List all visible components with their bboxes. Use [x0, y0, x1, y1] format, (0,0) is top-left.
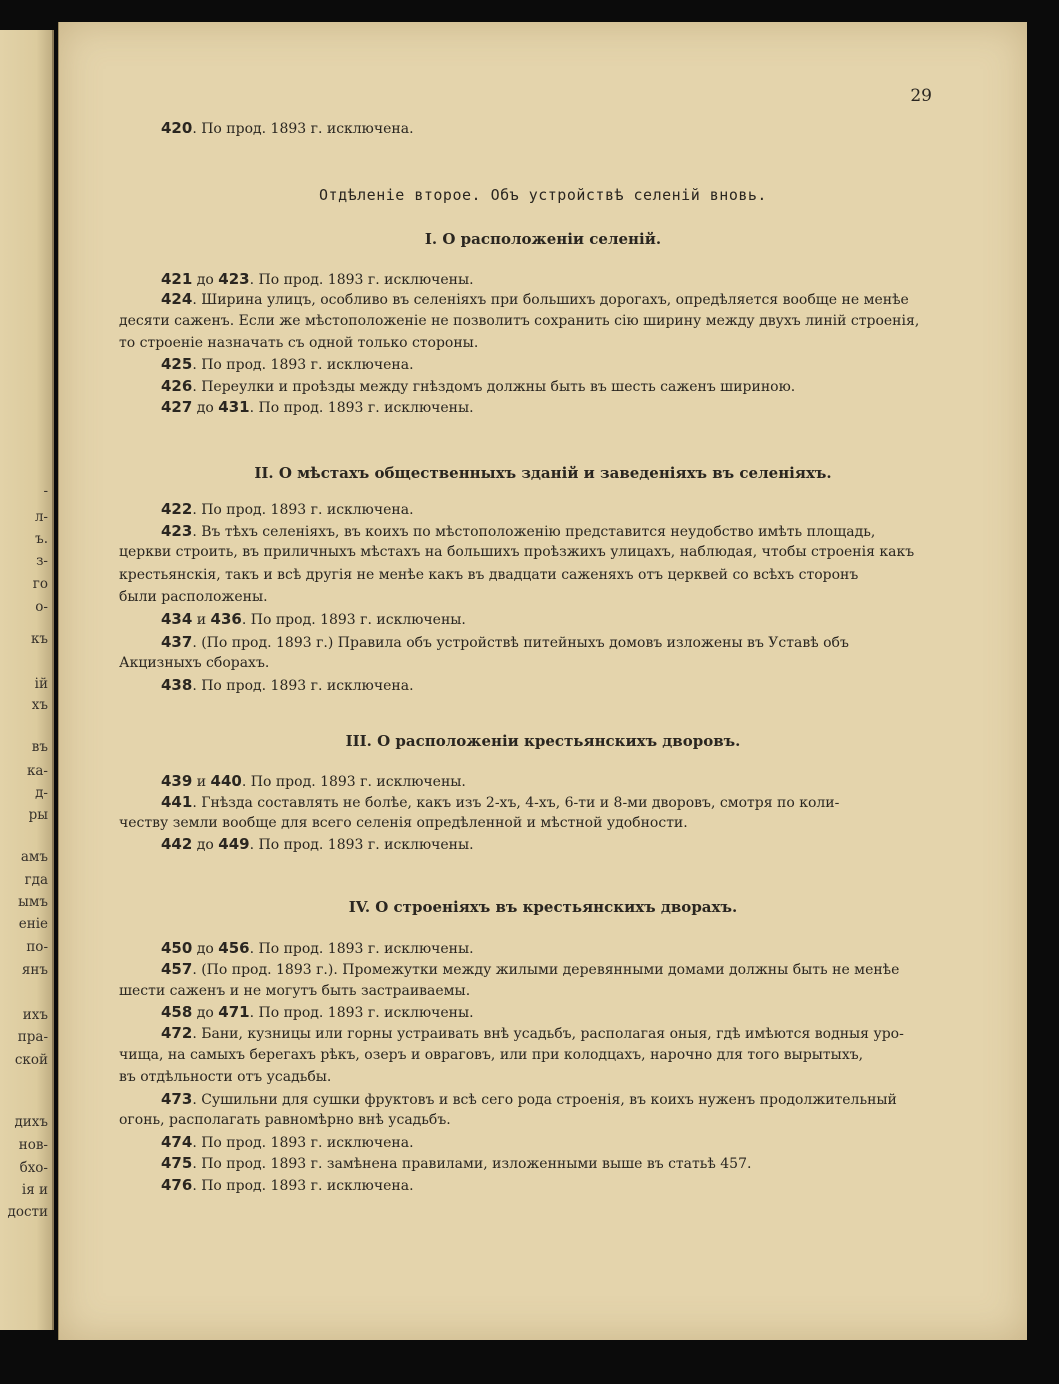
- article-text-line: Акцизныхъ сборахъ.: [119, 655, 270, 671]
- article-text: . По прод. 1893 г. исключена.: [192, 121, 414, 137]
- article-number: 427: [161, 398, 193, 416]
- article-number: 475: [161, 1154, 193, 1172]
- article-number: 436: [210, 610, 242, 628]
- article-text: . (По прод. 1893 г.) Правила объ устройствѣ питейныхъ домовъ изложены въ Уставѣ объ: [192, 635, 849, 651]
- article-text: . По прод. 1893 г. исключены.: [249, 837, 474, 853]
- article-437: [161, 633, 849, 651]
- article-number: 457: [161, 960, 193, 978]
- article-text: . По прод. 1893 г. исключена.: [192, 1178, 414, 1194]
- left-fragment: л-: [34, 509, 48, 525]
- article-text: . По прод. 1893 г. исключены.: [241, 774, 466, 790]
- section-title-1: I. О расположеніи селеній.: [424, 230, 662, 248]
- left-fragment: д-: [35, 785, 48, 801]
- left-fragment: еніе: [18, 916, 48, 932]
- article-442-449: [161, 835, 474, 853]
- left-fragment: ка-: [26, 763, 48, 779]
- article-text-line: шести саженъ и не могутъ быть застраиваемы.: [119, 983, 471, 999]
- article-427-431: [161, 398, 474, 416]
- section-title-4: IV. О строеніяхъ въ крестьянскихъ дворахъ.: [348, 898, 738, 916]
- article-number: 458: [161, 1003, 193, 1021]
- article-text: . По прод. 1893 г. исключены.: [249, 272, 474, 288]
- left-fragment: дихъ: [14, 1114, 48, 1130]
- left-fragment: го: [32, 576, 48, 592]
- article-420: [161, 119, 414, 137]
- article-475: [161, 1154, 751, 1172]
- left-fragment: ихъ: [22, 1007, 48, 1023]
- article-457: [161, 960, 899, 978]
- article-text-line: крестьянскія, такъ и всѣ другія не менѣе какъ въ двадцати саженяхъ отъ церквей со всѣхъ сторонъ: [119, 567, 859, 583]
- left-fragment: ской: [14, 1052, 48, 1068]
- article-text: . Сушильни для сушки фруктовъ и всѣ сего рода строенія, въ коихъ нуженъ продолжительный: [192, 1092, 897, 1108]
- article-text: . Въ тѣхъ селеніяхъ, въ коихъ по мѣстоположенію представится неудобство имѣть площадь,: [192, 524, 876, 540]
- article-472: [161, 1024, 904, 1042]
- article-438: [161, 676, 414, 694]
- article-number: 438: [161, 676, 193, 694]
- article-text: . По прод. 1893 г. исключены.: [249, 941, 474, 957]
- article-number: 424: [161, 290, 193, 308]
- left-fragment: о-: [35, 599, 48, 615]
- article-424: [161, 290, 909, 308]
- article-number: 420: [161, 119, 193, 137]
- left-fragment: ъ.: [35, 531, 48, 547]
- article-number: 426: [161, 377, 193, 395]
- left-fragment: бхо-: [19, 1160, 48, 1176]
- document-page: [58, 22, 1027, 1340]
- left-fragment: по-: [26, 939, 48, 955]
- article-458-471: [161, 1003, 474, 1021]
- article-text: до: [192, 941, 219, 957]
- division-subtitle: Отдѣленіе второе. Объ устройствѣ селеній вновь.: [319, 186, 767, 204]
- article-text: . По прод. 1893 г. исключена.: [192, 357, 414, 373]
- article-text: . По прод. 1893 г. исключена.: [192, 678, 414, 694]
- article-number: 423: [161, 522, 193, 540]
- section-title-2: II. О мѣстахъ общественныхъ зданій и заведеніяхъ въ селеніяхъ.: [254, 464, 832, 482]
- article-text: до: [192, 400, 219, 416]
- left-fragment: пра-: [17, 1029, 48, 1045]
- left-fragment: -: [43, 483, 48, 499]
- article-number: 474: [161, 1133, 193, 1151]
- article-number: 425: [161, 355, 193, 373]
- article-text: . По прод. 1893 г. исключены.: [249, 1005, 474, 1021]
- article-number: 434: [161, 610, 193, 628]
- article-number: 476: [161, 1176, 193, 1194]
- article-text: до: [192, 272, 219, 288]
- article-text: . Бани, кузницы или горны устраивать внѣ усадьбъ, располагая оныя, гдѣ имѣются водныя уро-: [192, 1026, 904, 1042]
- article-421-423: [161, 270, 474, 288]
- article-text-line: въ отдѣльности отъ усадьбы.: [119, 1069, 332, 1085]
- article-number: 431: [218, 398, 250, 416]
- article-number: 472: [161, 1024, 193, 1042]
- left-fragment: ымъ: [18, 894, 48, 910]
- article-text: и: [192, 774, 211, 790]
- article-number: 423: [218, 270, 250, 288]
- left-fragment: дости: [7, 1204, 48, 1220]
- page-number: 29: [910, 86, 932, 106]
- left-page-fragment: [0, 30, 54, 1330]
- article-426: [161, 377, 795, 395]
- article-text-line: десяти саженъ. Если же мѣстоположеніе не позволитъ сохранить сію ширину между двухъ линій строенія,: [119, 313, 920, 329]
- left-fragment: въ: [31, 739, 48, 755]
- article-text: . По прод. 1893 г. исключены.: [249, 400, 474, 416]
- article-text-line: были расположены.: [119, 589, 268, 605]
- article-text: . Гнѣзда составлять не болѣе, какъ изъ 2-хъ, 4-хъ, 6-ти и 8-ми дворовъ, смотря по коли-: [192, 795, 840, 811]
- section-title-3: III. О расположеніи крестьянскихъ дворовъ.: [345, 732, 741, 750]
- article-423: [161, 522, 875, 540]
- left-fragment: хъ: [31, 697, 48, 713]
- left-fragment: нов-: [18, 1137, 48, 1153]
- left-fragment: ія и: [21, 1182, 48, 1198]
- article-text-line: церкви строить, въ приличныхъ мѣстахъ на большихъ проѣзжихъ улицахъ, наблюдая, чтобы строенія какъ: [119, 544, 915, 560]
- article-number: 421: [161, 270, 193, 288]
- article-text: до: [192, 1005, 219, 1021]
- article-text: . Ширина улицъ, особливо въ селеніяхъ при большихъ дорогахъ, опредѣляется вообще не менѣе: [192, 292, 909, 308]
- article-473: [161, 1090, 897, 1108]
- article-474: [161, 1133, 414, 1151]
- article-number: 440: [210, 772, 242, 790]
- article-text: . По прод. 1893 г. исключена.: [192, 1135, 414, 1151]
- article-text: . По прод. 1893 г. исключены.: [241, 612, 466, 628]
- article-number: 441: [161, 793, 193, 811]
- article-number: 422: [161, 500, 193, 518]
- article-number: 471: [218, 1003, 250, 1021]
- left-fragment: янъ: [21, 962, 48, 978]
- article-text: . Переулки и проѣзды между гнѣздомъ должны быть въ шесть саженъ шириною.: [192, 379, 796, 395]
- left-fragment: гда: [24, 872, 48, 888]
- article-476: [161, 1176, 414, 1194]
- article-439-440: [161, 772, 466, 790]
- article-text-line: огонь, располагать равномѣрно внѣ усадьбъ.: [119, 1112, 451, 1128]
- article-434-436: [161, 610, 466, 628]
- left-fragment: къ: [30, 631, 48, 647]
- article-number: 456: [218, 939, 250, 957]
- left-fragment: з-: [36, 553, 48, 569]
- article-number: 439: [161, 772, 193, 790]
- article-text: . По прод. 1893 г. замѣнена правилами, изложенными выше въ статьѣ 457.: [192, 1156, 752, 1172]
- article-text: . (По прод. 1893 г.). Промежутки между жилыми деревянными домами должны быть не менѣе: [192, 962, 900, 978]
- article-number: 437: [161, 633, 193, 651]
- article-450-456: [161, 939, 474, 957]
- left-fragment: ій: [34, 676, 48, 692]
- article-text: . По прод. 1893 г. исключена.: [192, 502, 414, 518]
- article-text: и: [192, 612, 211, 628]
- article-number: 473: [161, 1090, 193, 1108]
- left-fragment: амъ: [20, 849, 48, 865]
- article-425: [161, 355, 414, 373]
- article-text: до: [192, 837, 219, 853]
- article-number: 450: [161, 939, 193, 957]
- article-422: [161, 500, 414, 518]
- article-441: [161, 793, 839, 811]
- article-number: 449: [218, 835, 250, 853]
- left-fragment: ры: [28, 807, 48, 823]
- article-text-line: чища, на самыхъ берегахъ рѣкъ, озеръ и овраговъ, или при колодцахъ, нарочно для того вырытыхъ,: [119, 1047, 864, 1063]
- article-number: 442: [161, 835, 193, 853]
- article-text-line: то строеніе назначать съ одной только стороны.: [119, 335, 479, 351]
- article-text-line: честву земли вообще для всего селенія опредѣленной и мѣстной удобности.: [119, 815, 688, 831]
